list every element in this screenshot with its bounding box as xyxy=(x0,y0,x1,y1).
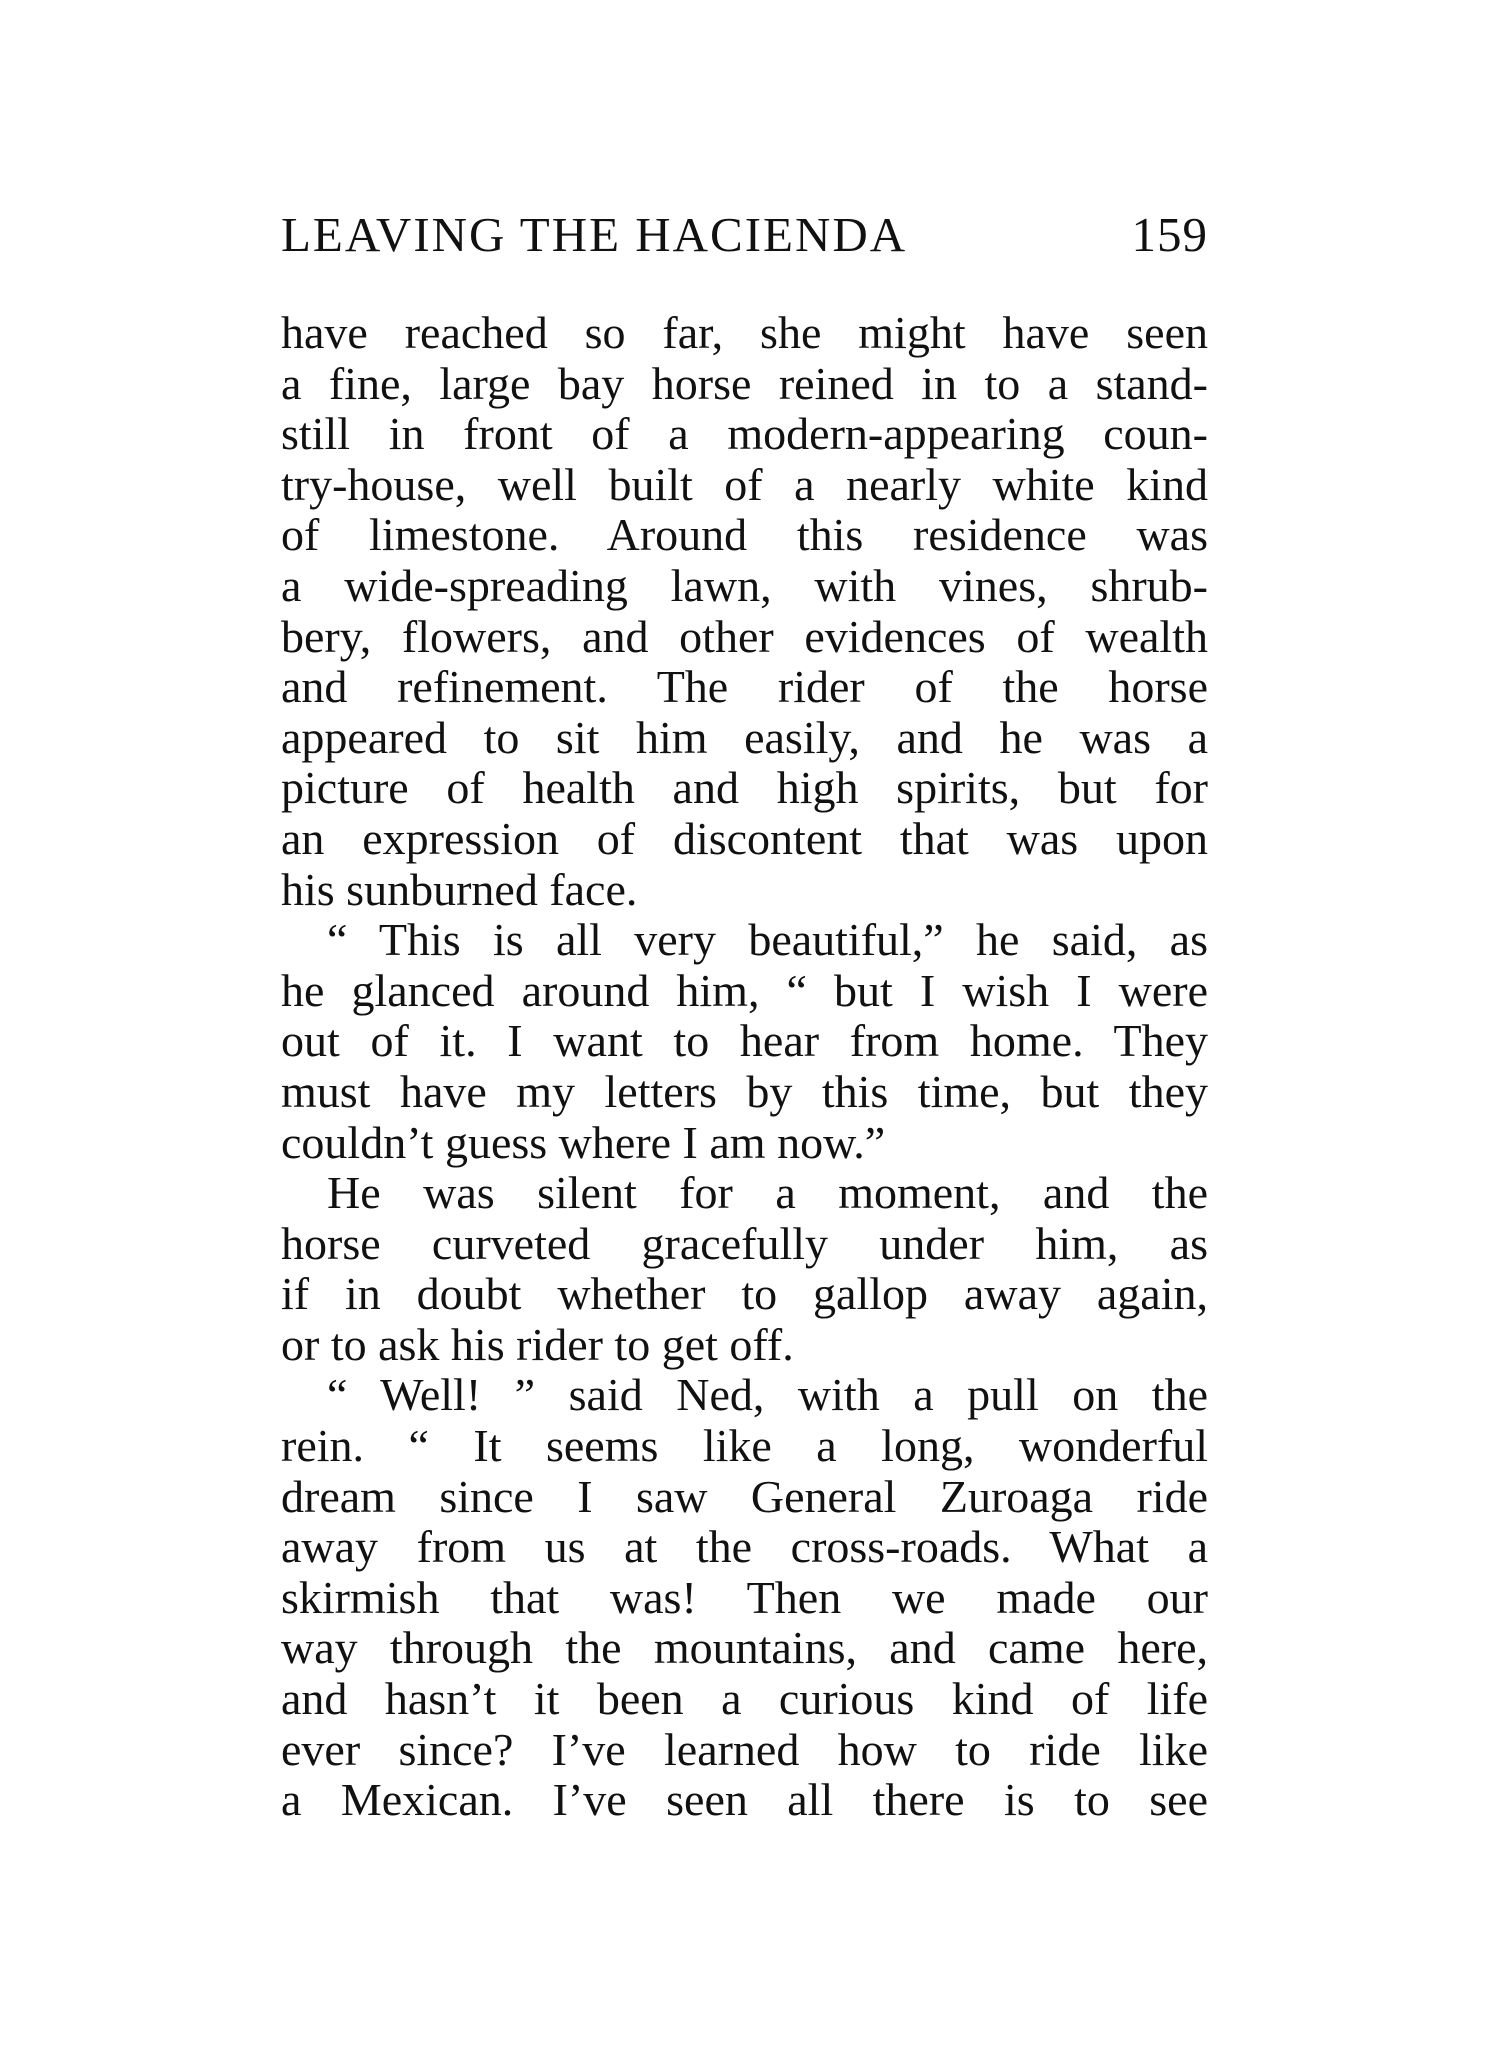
text-line: ever since? I’ve learned how to ride like xyxy=(281,1724,1208,1775)
text-line: picture of health and high spirits, but for xyxy=(281,763,1208,814)
text-line: or to ask his rider to get off. xyxy=(281,1319,794,1370)
text-line: and refinement. The rider of the horse xyxy=(281,662,1208,713)
text-line: “ This is all very beautiful,” he said, as xyxy=(327,915,1208,966)
text-line: a Mexican. I’ve seen all there is to see xyxy=(281,1775,1208,1826)
chapter-title: LEAVING THE HACIENDA xyxy=(281,207,908,262)
text-line: must have my letters by this time, but they xyxy=(281,1066,1208,1117)
text-line: he glanced around him, “ but I wish I were xyxy=(281,965,1208,1016)
text-line: try-house, well built of a nearly white kind xyxy=(281,459,1208,510)
text-line: way through the mountains, and came here, xyxy=(281,1623,1208,1674)
text-line: a wide-spreading lawn, with vines, shrub- xyxy=(281,560,1208,611)
text-line: “ Well! ” said Ned, with a pull on the xyxy=(327,1370,1208,1421)
text-line: have reached so far, she might have seen xyxy=(281,308,1208,358)
page-number: 159 xyxy=(1131,207,1208,262)
text-line: of limestone. Around this residence was xyxy=(281,510,1208,561)
text-line: appeared to sit him easily, and he was a xyxy=(281,712,1208,763)
text-line: an expression of discontent that was upon xyxy=(281,813,1208,864)
text-line: away from us at the cross-roads. What a xyxy=(281,1522,1208,1573)
text-line: dream since I saw General Zuroaga ride xyxy=(281,1471,1208,1522)
running-head xyxy=(281,200,1208,270)
text-line: if in doubt whether to gallop away again, xyxy=(281,1269,1208,1320)
body-text xyxy=(281,308,1208,1826)
text-line: his sunburned face. xyxy=(281,864,638,915)
text-line: a fine, large bay horse reined in to a stand- xyxy=(281,358,1208,409)
text-line: out of it. I want to hear from home. They xyxy=(281,1016,1208,1067)
text-line: still in front of a modern-appearing coun- xyxy=(281,409,1208,460)
text-line: and hasn’t it been a curious kind of life xyxy=(281,1674,1208,1725)
text-line: horse curveted gracefully under him, as xyxy=(281,1218,1208,1269)
text-line: rein. “ It seems like a long, wonderful xyxy=(281,1421,1208,1472)
text-line: skirmish that was! Then we made our xyxy=(281,1572,1208,1623)
text-line: couldn’t guess where I am now.” xyxy=(281,1117,886,1168)
text-line: bery, flowers, and other evidences of wealth xyxy=(281,611,1208,662)
text-line: He was silent for a moment, and the xyxy=(327,1168,1208,1219)
